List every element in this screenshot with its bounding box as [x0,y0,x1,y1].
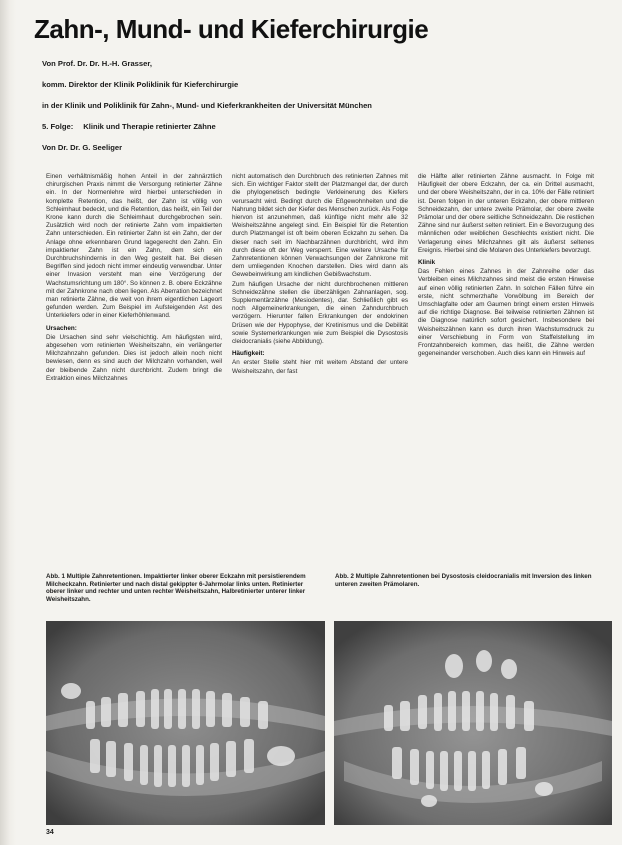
figure-1-caption: Abb. 1 Multiple Zahnretentionen. Impaktierter linker oberer Eckzahn mit persistierendem Milcheckzahn. Retinierter und nach distal gekippter 6-Jahrmolar links unten. Retinierter oberer linker und rechter und unten rechter Weisheitszahn, Halbretinierter unterer linker Weisheitszahn. [46,573,306,603]
figure-1-xray-image [46,621,325,825]
paragraph: nicht automatisch den Durchbruch des retinierten Zahnes mit sich. Ein wichtiger Faktor stellt der Platzmangel dar, der durch die phylogenetisch bedingte Verkleinerung des Kiefers verursacht wird. Bedingt durch die Eßgewohnheiten und die Nahrung bildet sich der Kiefer des Menschen zurück. Als Folge hiervon ist anzunehmen, daß künftige nicht mehr alle 32 Weisheitszähne angelegt sind. Ein Beispiel für die Retention durch Platzmangel ist oft beim oberen Eckzahn zu sehen. Da dieser nach seit im Nachbarzähnen durchbricht, wird ihm durch diese oft der Weg versperrt. Eine weitere Ursache für Zahnretentionen können Verwachsungen der Zahnkrone mit dem umliegenden Knochen darstellen. Dies wird dann als Gewebeinwirkung am kindlichen Gebißwachstum. [232,173,408,279]
position-line: komm. Direktor der Klinik Poliklinik für Kieferchirurgie [42,80,239,89]
section-heading: Häufigkeit: [232,350,265,358]
author-line: Von Prof. Dr. Dr. H.-H. Grasser, [42,59,153,68]
series-label: 5. Folge: [42,122,74,131]
text-column-2 [232,173,408,558]
text-column-1 [46,173,222,558]
section-heading: Ursachen: [46,324,77,332]
paragraph: Zum häufigen Ursache der nicht durchbrochenen mittleren Schneidezähne stellen die überzähligen Zahnanlagen, sog. Supplementärzähne (Mesiodentes), dar. Schließlich gibt es noch Allgemeinerkrankungen, die einen Zahndurchbruch verzögern. Hierunter fallen Erkrankungen der endokrinen Drüsen wie der Hypophyse, der Kretinismus und die Debilität sowie Systemerkrankungen wie zum Beispiel die Dysostosis cleidocranialis (siehe Abbildung). [232,280,408,346]
paragraph: die Hälfte aller retinierten Zähne ausmacht. In Folge mit Häufigkeit der obere Eckzahn, der ca. ein Drittel ausmacht, und der obere Weisheitszahn, der in ca. 10% der Fälle retiniert ist. Deren folgen in der unteren Eckzahn, der obere mittleren Schneidezahn, der untere zweite Prämolar, der obere zweite Prämolar und der obere seitliche Schneidezahn. Die restlichen Zähne sind nur äußerst selten retiniert. Ein e Bevorzugung des männlichen oder weiblichen Geschlechts existiert nicht. Die Verlagerung eines Milchzahnes gilt als äußerst seltenes Ereignis. Hierbei sind die Molaren des Unterkiefers bevorzugt. [418,173,594,254]
text-column-3 [418,173,594,558]
section-heading: Klinik [418,259,436,267]
paragraph: Einen verhältnismäßig hohen Anteil in der zahnärztlich chirurgischen Praxis nimmt die Versorgung retinierter Zähne ein. In der Normenlehre wird hierbei unterschieden in komplette Retention, das heißt, der Zahn ist völlig von Schleimhaut bedeckt, und die Retention, das heißt, ein Teil der Krone kann durch die Schleimhaut durchgebrochen sein. Zusätzlich wird noch der retinierte Zahn vom impaktierten Zahn unterschieden. Ein retinierter Zahn ist ein Zahn, der der Anlage ohne erkennbaren Grund lagegerecht den Zahn. Ein impaktierter Zahn ist ein Zahn, dem sich ein Durchbruchshindernis in den Weg gestellt hat. Bei diesen Begriffen sind jedoch nicht immer eindeutig verwendbar. Unter einer Invasion versteht man eine Verzögerung der Wachstumsrichtung um 180°. So können z. B. obere Eckzähne mit der Zahnkrone nach oben liegen. Als Aberration bezeichnet man retinierte Zähne, die weit von ihrem eigentlichen Lageort gefunden werden. Zum Beispiel im Aufsteigenden Ast des Unterkiefers oder in einer Kieferhöhlenwand. [46,173,222,320]
institution-line: in der Klinik und Poliklinik für Zahn-, Mund- und Kieferkrankheiten der Universität München [42,101,372,110]
article-title: Zahn-, Mund- und Kieferchirurgie [34,14,429,44]
page-binding-edge [0,0,16,845]
page-number: 34 [46,829,54,836]
series-title: Klinik und Therapie retinierter Zähne [83,122,216,131]
coauthor-line: Von Dr. Dr. G. Seeliger [42,143,123,152]
article-header [42,58,602,163]
paragraph: Das Fehlen eines Zahnes in der Zahnreihe oder das Verbleiben eines Milchzahnes sind meist die ersten Hinweise auf einen völlig retinierten Zahn. In solchen Fällen führe ein erste, nicht schmerzhafte Vorwölbung im Bereich der Umschlagfalte oder am Gaumen bringt einem ersten Hinweis auf die richtige Diagnose. Bei teilweise retinierten Zähnen ist die Diagnose natürlich sofort gesichert. Insbesondere bei Weisheitszähnen kann es durch ihren Wachstumsdruck zu einer Verschiebung in Form von Staffelstellung im Frontzahnbereich kommen, das heißt, die Zähne werden gegeneinander verschoben. Auch dies kann ein Hinweis auf [418,268,594,358]
paragraph: Die Ursachen sind sehr vielschichtig. Am häufigsten wird, abgesehen vom retinierten Weisheitszahn, ein verlängerter Milchzahnzahn gefunden. Dies ist jedoch allein noch nicht bewiesen, denn es sind auch der Milchzahn vorhanden, weil der bleibende Zahn nicht durchbricht. Zudem bringt die Extraktion eines Milchzahnes [46,333,222,382]
series-line [42,121,602,132]
figure-2-caption: Abb. 2 Multiple Zahnretentionen bei Dysostosis cleidocranialis mit Inversion des linken unteren zweiten Prämolaren. [335,573,592,588]
figure-2-xray-image [334,621,612,825]
paragraph: An erster Stelle steht hier mit weitem Abstand der untere Weisheitszahn, der fast [232,359,408,375]
